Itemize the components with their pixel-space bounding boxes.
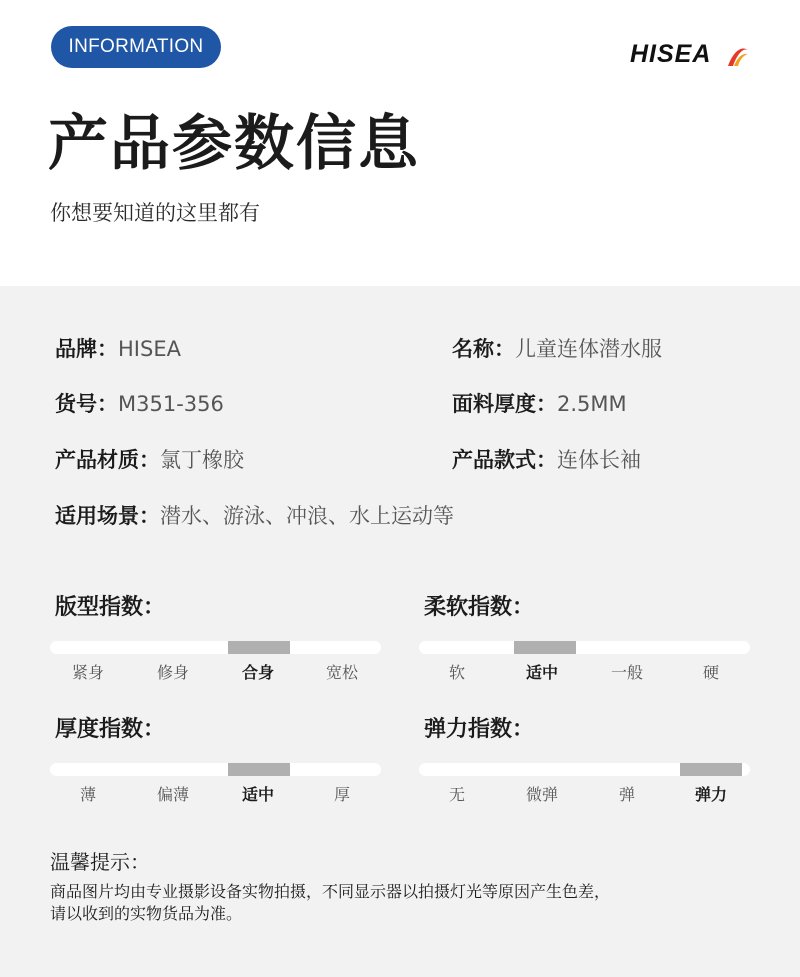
softness-option: 软	[448, 663, 465, 682]
fit-option: 紧身	[71, 663, 104, 682]
brand-logo	[630, 40, 752, 74]
page-subtitle: 你想要知道的这里都有	[50, 201, 260, 225]
elasticity-option: 弹力	[694, 785, 727, 804]
elasticity-index-bar	[419, 763, 750, 776]
softness-index-indicator	[514, 641, 576, 654]
elasticity-option: 弹	[618, 785, 635, 804]
spec-label: 产品材质：	[55, 448, 160, 472]
spec-value: 2.5MM	[557, 392, 627, 416]
spec-style	[452, 445, 641, 475]
elasticity-option: 无	[448, 785, 465, 804]
spec-value: HISEA	[118, 337, 181, 361]
fit-option: 修身	[156, 663, 189, 682]
fit-index-indicator	[228, 641, 290, 654]
spec-name	[452, 334, 662, 364]
notice-line: 商品图片均由专业摄影设备实物拍摄，不同显示器以拍摄灯光等原因产生色差，	[50, 882, 611, 901]
notice-title: 温馨提示：	[50, 850, 150, 874]
spec-label: 适用场景：	[55, 504, 160, 528]
spec-label: 货号：	[55, 392, 118, 416]
spec-brand	[55, 334, 181, 364]
softness-index-bar	[419, 641, 750, 654]
thickness-option: 薄	[79, 785, 96, 804]
fit-option: 宽松	[325, 663, 358, 682]
header-section	[0, 0, 800, 286]
fit-index-title: 版型指数：	[55, 595, 166, 620]
spec-label: 面料厚度：	[452, 392, 557, 416]
softness-option: 硬	[702, 663, 719, 682]
thickness-index-bar	[50, 763, 381, 776]
thickness-index-indicator	[228, 763, 290, 776]
thickness-index-title: 厚度指数：	[55, 717, 166, 742]
spec-value: M351-356	[118, 392, 224, 416]
softness-index-title: 柔软指数：	[424, 595, 535, 620]
elasticity-index-title: 弹力指数：	[424, 717, 535, 742]
logo-swoosh-icon	[724, 40, 750, 70]
logo-wordmark: HISEA	[630, 40, 712, 68]
thickness-option: 偏薄	[156, 785, 189, 804]
elasticity-index-indicator	[680, 763, 742, 776]
spec-value: 连体长袖	[557, 448, 641, 472]
spec-material	[55, 445, 244, 475]
spec-label: 品牌：	[55, 337, 118, 361]
spec-value: 氯丁橡胶	[160, 448, 244, 472]
elasticity-option: 微弹	[525, 785, 558, 804]
spec-scenes	[55, 501, 454, 531]
fit-option: 合身	[241, 663, 274, 682]
notice-line: 请以收到的实物货品为准。	[50, 904, 243, 923]
fit-index-bar	[50, 641, 381, 654]
spec-item-no	[55, 389, 224, 419]
softness-option: 适中	[525, 663, 558, 682]
spec-label: 产品款式：	[452, 448, 557, 472]
thickness-option: 适中	[241, 785, 274, 804]
page-title: 产品参数信息	[48, 109, 420, 179]
softness-option: 一般	[610, 663, 643, 682]
spec-label: 名称：	[452, 337, 515, 361]
spec-thickness	[452, 389, 627, 419]
spec-value: 潜水、游泳、冲浪、水上运动等	[160, 504, 454, 528]
thickness-option: 厚	[333, 785, 350, 804]
spec-value: 儿童连体潜水服	[515, 337, 662, 361]
information-badge: INFORMATION	[51, 26, 221, 68]
